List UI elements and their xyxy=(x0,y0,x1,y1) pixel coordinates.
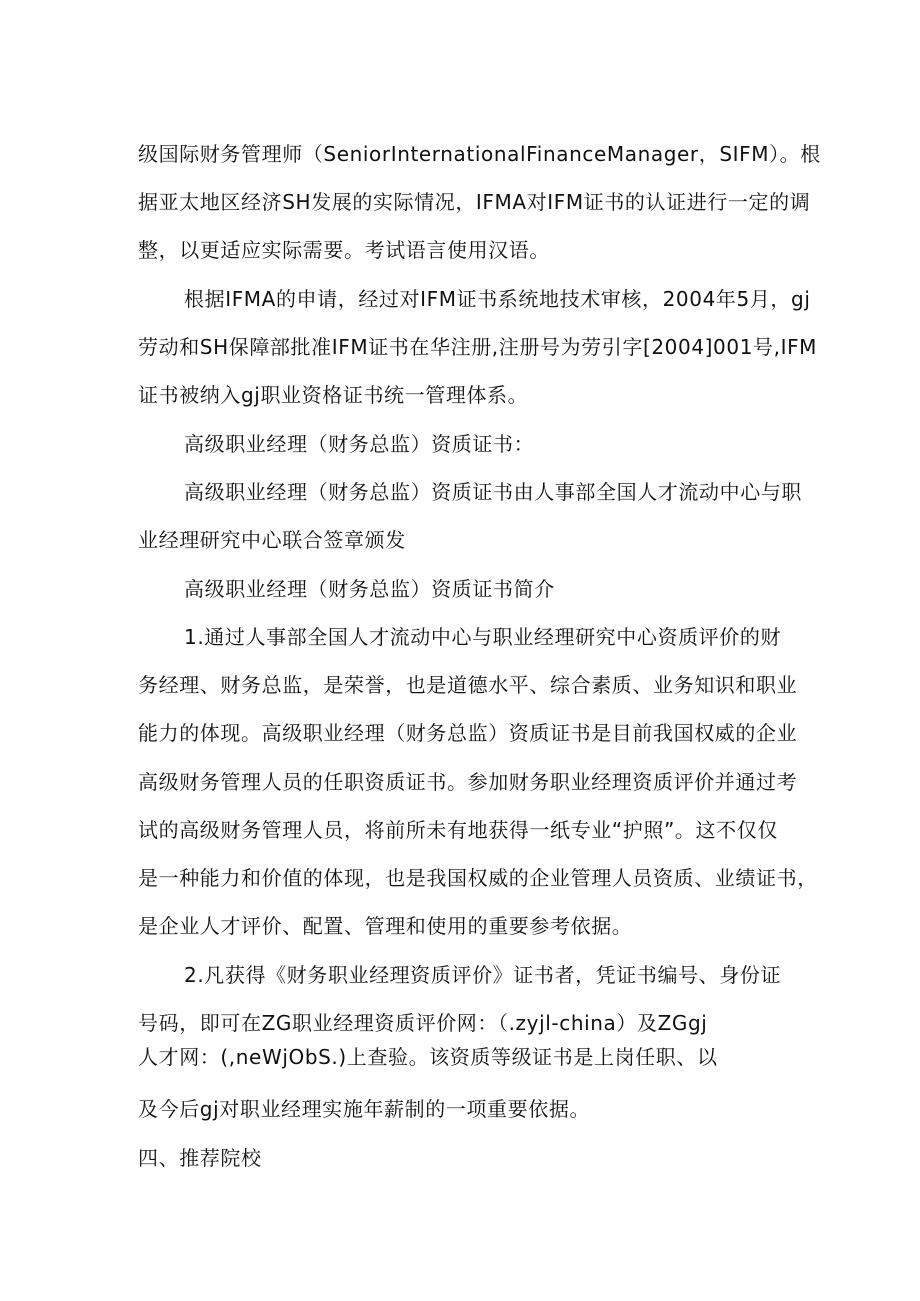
list-item-2-line-3: 人才网：(,neWjObS.)上查验。该资质等级证书是上岗任职、以 xyxy=(138,1045,718,1069)
list-item-1-line-3: 能力的体现。高级职业经理（财务总监）资质证书是目前我国权威的企业 xyxy=(138,721,798,745)
section-heading-recommended-schools: 四、推荐院校 xyxy=(138,1146,262,1170)
paragraph-line-5: 劳动和SH保障部批准IFM证书在华注册,注册号为劳引字[2004]001号,IFM xyxy=(138,335,818,359)
list-item-2-line-1: 2.凡获得《财务职业经理资质评价》证书者，凭证书编号、身份证 xyxy=(184,963,782,987)
paragraph-line-1: 级国际财务管理师（SeniorInternationalFinanceManager，SIFM）。根 xyxy=(138,142,821,166)
list-item-2-line-4: 及今后gj对职业经理实施年薪制的一项重要依据。 xyxy=(138,1097,591,1121)
paragraph-line-9: 业经理研究中心联合签章颁发 xyxy=(138,528,406,552)
paragraph-line-4: 根据IFMA的申请，经过对IFM证书系统地技术审核，2004年5月，gj xyxy=(184,287,811,311)
paragraph-line-8: 高级职业经理（财务总监）资质证书由人事部全国人才流动中心与职 xyxy=(184,480,802,504)
list-item-1-line-6: 是一种能力和价值的体现，也是我国权威的企业管理人员资质、业绩证书， xyxy=(138,866,818,890)
section-heading-certificate: 高级职业经理（财务总监）资质证书： xyxy=(184,432,535,456)
list-item-1-line-7: 是企业人才评价、配置、管理和使用的重要参考依据。 xyxy=(138,914,633,938)
paragraph-line-3: 整，以更适应实际需要。考试语言使用汉语。 xyxy=(138,238,550,262)
list-item-2-line-2: 号码，即可在ZG职业经理资质评价网：（.zyjl-china）及ZGgj xyxy=(138,1011,708,1035)
paragraph-line-6: 证书被纳入gj职业资格证书统一管理体系。 xyxy=(138,383,529,407)
list-item-1-line-1: 1.通过人事部全国人才流动中心与职业经理研究中心资质评价的财 xyxy=(184,625,782,649)
section-heading-introduction: 高级职业经理（财务总监）资质证书简介 xyxy=(184,577,555,601)
list-item-1-line-5: 试的高级财务管理人员，将前所未有地获得一纸专业“护照”。这不仅仅 xyxy=(138,818,778,842)
paragraph-line-2: 据亚太地区经济SH发展的实际情况，IFMA对IFM证书的认证进行一定的调 xyxy=(138,190,811,214)
list-item-1-line-4: 高级财务管理人员的任职资质证书。参加财务职业经理资质评价并通过考 xyxy=(138,770,798,794)
list-item-1-line-2: 务经理、财务总监，是荣誉，也是道德水平、综合素质、业务知识和职业 xyxy=(138,673,798,697)
